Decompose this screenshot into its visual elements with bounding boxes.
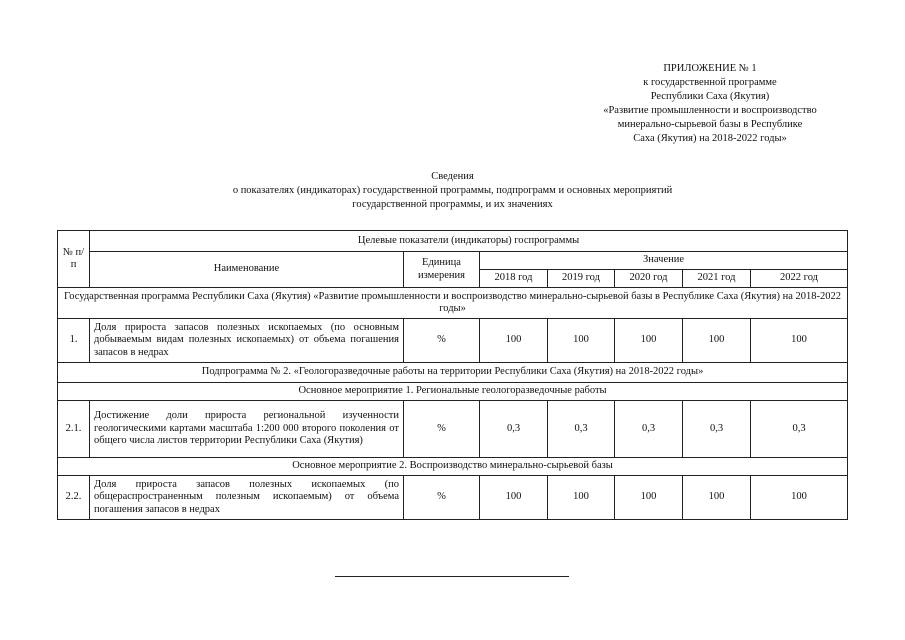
row-unit: %: [404, 476, 480, 520]
table-row: [58, 319, 848, 363]
row-value: 100: [751, 476, 848, 520]
header-unit: Единица измерения: [404, 252, 480, 288]
row-value: 0,3: [615, 401, 683, 458]
row-num: 1.: [58, 319, 90, 363]
row-value: 0,3: [480, 401, 548, 458]
row-value: 100: [548, 476, 615, 520]
heading-line: государственной программы, и их значениях: [352, 199, 553, 210]
heading-line: о показателях (индикаторах) государственной программы, подпрограмм и основных мероприятий: [232, 185, 673, 196]
subprogram-section-row: Подпрограмма № 2. «Геологоразведочные работы на территории Республики Саха (Якутия) на 2018-2022 годы»: [58, 363, 848, 383]
header-num: № п/п: [58, 231, 90, 288]
header-year: 2022 год: [751, 270, 848, 288]
table-row: [58, 476, 848, 520]
table-row: [58, 401, 848, 458]
row-value: 100: [615, 476, 683, 520]
row-name: Доля прироста запасов полезных ископаемых (по основным добываемым видам полезных ископаемых) от объема погашения запасов в недрах: [90, 319, 404, 363]
header-value: Значение: [480, 252, 848, 270]
row-value: 100: [615, 319, 683, 363]
appendix-line: минерально-сырьевой базы в Республике: [617, 119, 803, 130]
heading-title: Сведения: [431, 171, 474, 182]
appendix-block: [560, 62, 860, 146]
appendix-line: «Развитие промышленности и воспроизводство: [603, 105, 817, 116]
row-name: Доля прироста запасов полезных ископаемых (по общераспространенным полезным ископаемым) от объема погашения запасов в недрах: [90, 476, 404, 520]
footer-divider: [335, 576, 569, 577]
header-name: Наименование: [90, 252, 404, 288]
row-value: 0,3: [683, 401, 751, 458]
program-section-row: Государственная программа Республики Саха (Якутия) «Развитие промышленности и воспроизводство минерально-сырьевой базы в Республике Саха (Якутия) на 2018-2022 годы»: [58, 288, 848, 319]
header-year: 2020 год: [615, 270, 683, 288]
indicators-table: [57, 230, 848, 520]
appendix-line: Саха (Якутия) на 2018-2022 годы»: [633, 133, 787, 144]
row-value: 100: [683, 319, 751, 363]
measure-section-row: Основное мероприятие 1. Региональные геологоразведочные работы: [58, 383, 848, 401]
appendix-line: к государственной программе: [643, 77, 777, 88]
appendix-line: Республики Саха (Якутия): [650, 91, 770, 102]
header-year: 2019 год: [548, 270, 615, 288]
row-name: Достижение доли прироста региональной изученности геологическими картами масштаба 1:200 000 второго поколения от общего числа листов территории Республики Саха (Якутия): [90, 401, 404, 458]
row-unit: %: [404, 401, 480, 458]
row-value: 100: [751, 319, 848, 363]
row-value: 0,3: [751, 401, 848, 458]
measure-section-row: Основное мероприятие 2. Воспроизводство минерально-сырьевой базы: [58, 458, 848, 476]
row-value: 100: [683, 476, 751, 520]
row-unit: %: [404, 319, 480, 363]
header-group: Целевые показатели (индикаторы) госпрограммы: [90, 231, 848, 252]
row-value: 100: [480, 476, 548, 520]
row-value: 100: [480, 319, 548, 363]
row-num: 2.2.: [58, 476, 90, 520]
appendix-title: ПРИЛОЖЕНИЕ № 1: [663, 63, 757, 74]
row-value: 100: [548, 319, 615, 363]
row-value: 0,3: [548, 401, 615, 458]
row-num: 2.1.: [58, 401, 90, 458]
header-year: 2021 год: [683, 270, 751, 288]
header-year: 2018 год: [480, 270, 548, 288]
document-heading: [120, 170, 785, 212]
